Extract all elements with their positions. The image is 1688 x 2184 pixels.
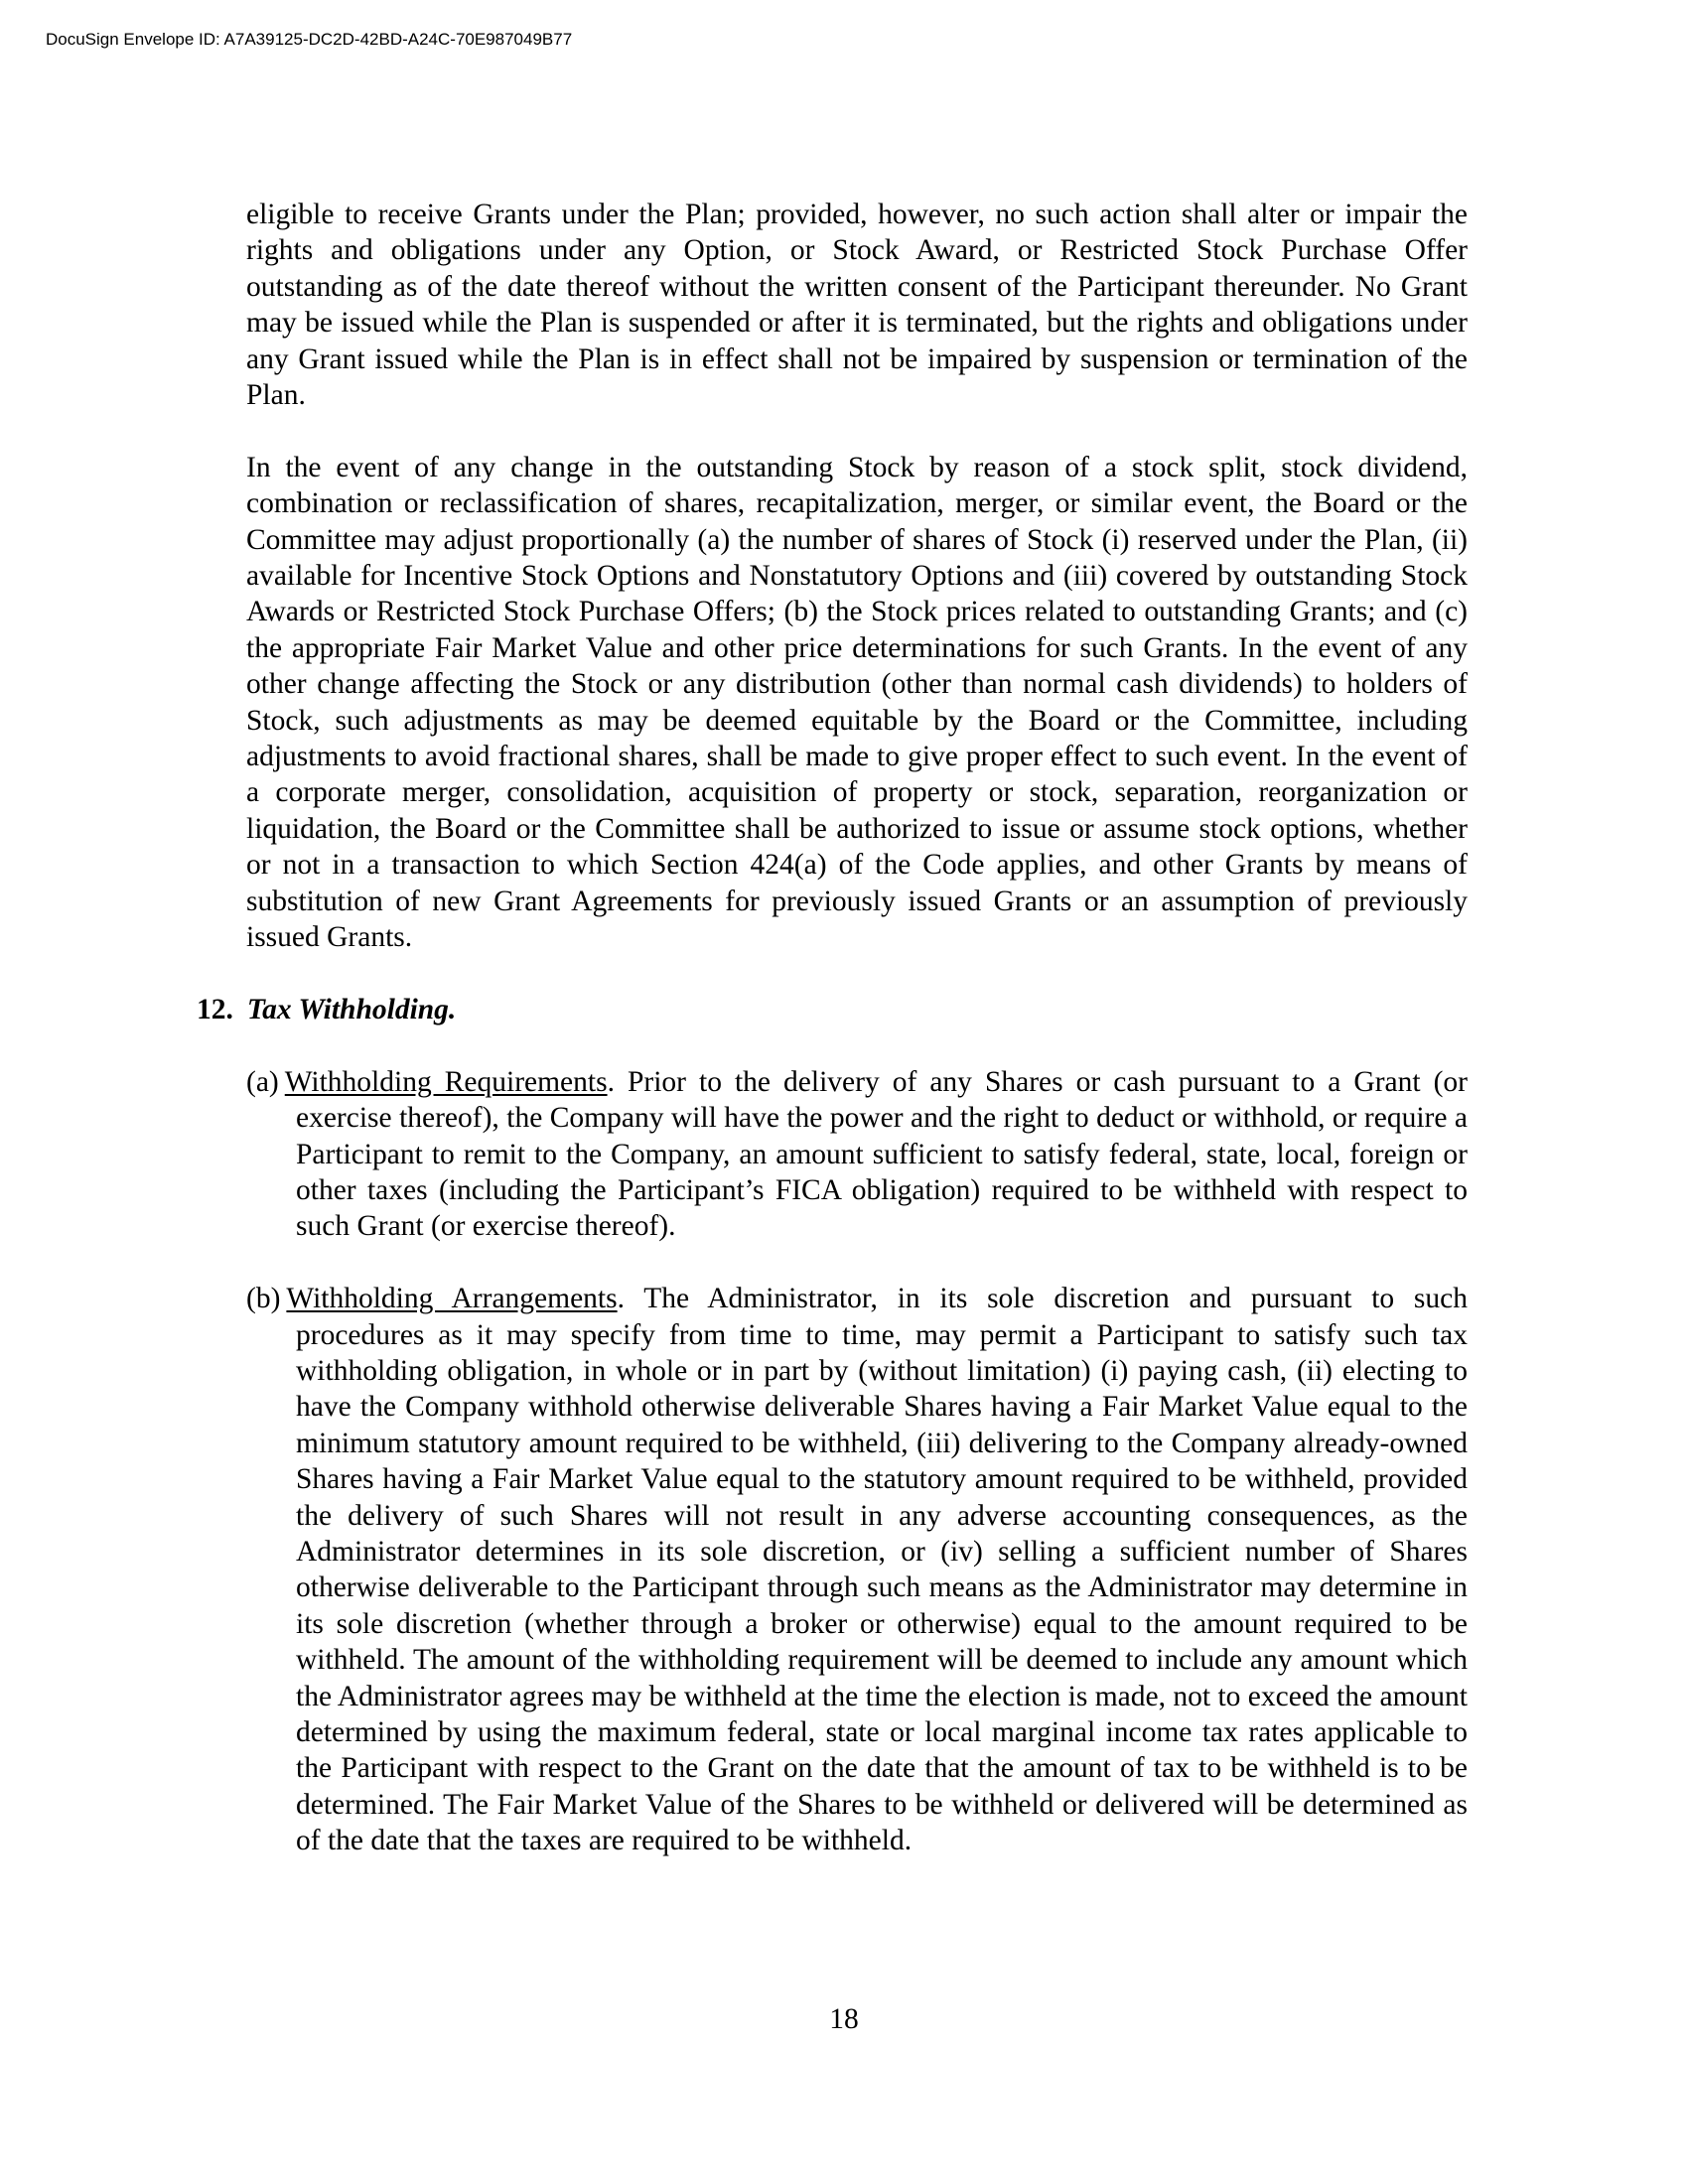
section-heading (197, 992, 1468, 1027)
subsection-withholding-requirements (246, 1064, 1468, 1245)
subsection-text: . The Administrator, in its sole discretion and pursuant to such procedures as it may specify from time to time, may permit a Participant to satisfy such tax withholding obligation, in whole or in part by (without limitation) (i) paying cash, (ii) electing to have the Company withhold otherwise deliverable Shares having a Fair Market Value equal to the minimum statutory amount required to be withheld, (iii) delivering to the Company already-owned Shares having a Fair Market Value equal to the statutory amount required to be withheld, provided the delivery of such Shares will not result in any adverse accounting consequences, as the Administrator determines in its sole discretion, or (iv) selling a sufficient number of Shares otherwise deliverable to the Participant through such means as the Administrator may determine in its sole discretion (whether through a broker or otherwise) equal to the amount required to be withheld. The amount of the withholding requirement will be deemed to include any amount which the Administrator agrees may be withheld at the time the election is made, not to exceed the amount determined by using the maximum federal, state or local marginal income tax rates applicable to the Participant with respect to the Grant on the date that the amount of tax to be withheld is to be determined. The Fair Market Value of the Shares to be withheld or delivered will be determined as of the date that the taxes are required to be withheld. (296, 1283, 1468, 1857)
section-title: Tax Withholding. (246, 993, 457, 1025)
subsection-label: (b) (246, 1283, 281, 1315)
section-number: 12. (197, 993, 233, 1025)
paragraph-plan-amendment: eligible to receive Grants under the Plan; provided, however, no such action shall alter or impair the rights and obligations under any Option, or Stock Award, or Restricted Stock Purchase Offer outstanding as of the date thereof without the written consent of the Participant thereunder. No Grant may be issued while the Plan is suspended or after it is terminated, but the rights and obligations under any Grant issued while the Plan is in effect shall not be impaired by suspension or termination of the Plan. (246, 199, 1468, 412)
docusign-envelope-id: DocuSign Envelope ID: A7A39125-DC2D-42BD-A24C-70E987049B77 (46, 30, 573, 49)
subsection-withholding-arrangements (246, 1281, 1468, 1859)
paragraph-capitalization-adjustments: In the event of any change in the outstanding Stock by reason of a stock split, stock dividend, combination or reclassification of shares, recapitalization, merger, or similar event, the Board or the Committee may adjust proportionally (a) the number of shares of Stock (i) reserved under the Plan, (ii) available for Incentive Stock Options and Nonstatutory Options and (iii) covered by outstanding Stock Awards or Restricted Stock Purchase Offers; (b) the Stock prices related to outstanding Grants; and (c) the appropriate Fair Market Value and other price determinations for such Grants. In the event of any other change affecting the Stock or any distribution (other than normal cash dividends) to holders of Stock, such adjustments as may be deemed equitable by the Board or the Committee, including adjustments to avoid fractional shares, shall be made to give proper effect to such event. In the event of a corporate merger, consolidation, acquisition of property or stock, separation, reorganization or liquidation, the Board or the Committee shall be authorized to issue or assume stock options, whether or not in a transaction to which Section 424(a) of the Code applies, and other Grants by means of substitution of new Grant Agreements for previously issued Grants or an assumption of previously issued Grants. (246, 451, 1468, 954)
subsection-title: Withholding Requirements (284, 1065, 608, 1098)
subsection-title: Withholding Arrangements (286, 1283, 618, 1315)
subsection-text: . Prior to the delivery of any Shares or cash pursuant to a Grant (or exercise thereof), the Company will have the power and the right to deduct or withhold, or require a Participant to remit to the Company, an amount sufficient to satisfy federal, state, local, foreign or other taxes (including the Participant’s FICA obligation) required to be withheld with respect to such Grant (or exercise thereof). (296, 1065, 1468, 1243)
subsection-label: (a) (246, 1065, 279, 1098)
page-number: 18 (829, 2003, 859, 2035)
document-body (197, 197, 1468, 1895)
